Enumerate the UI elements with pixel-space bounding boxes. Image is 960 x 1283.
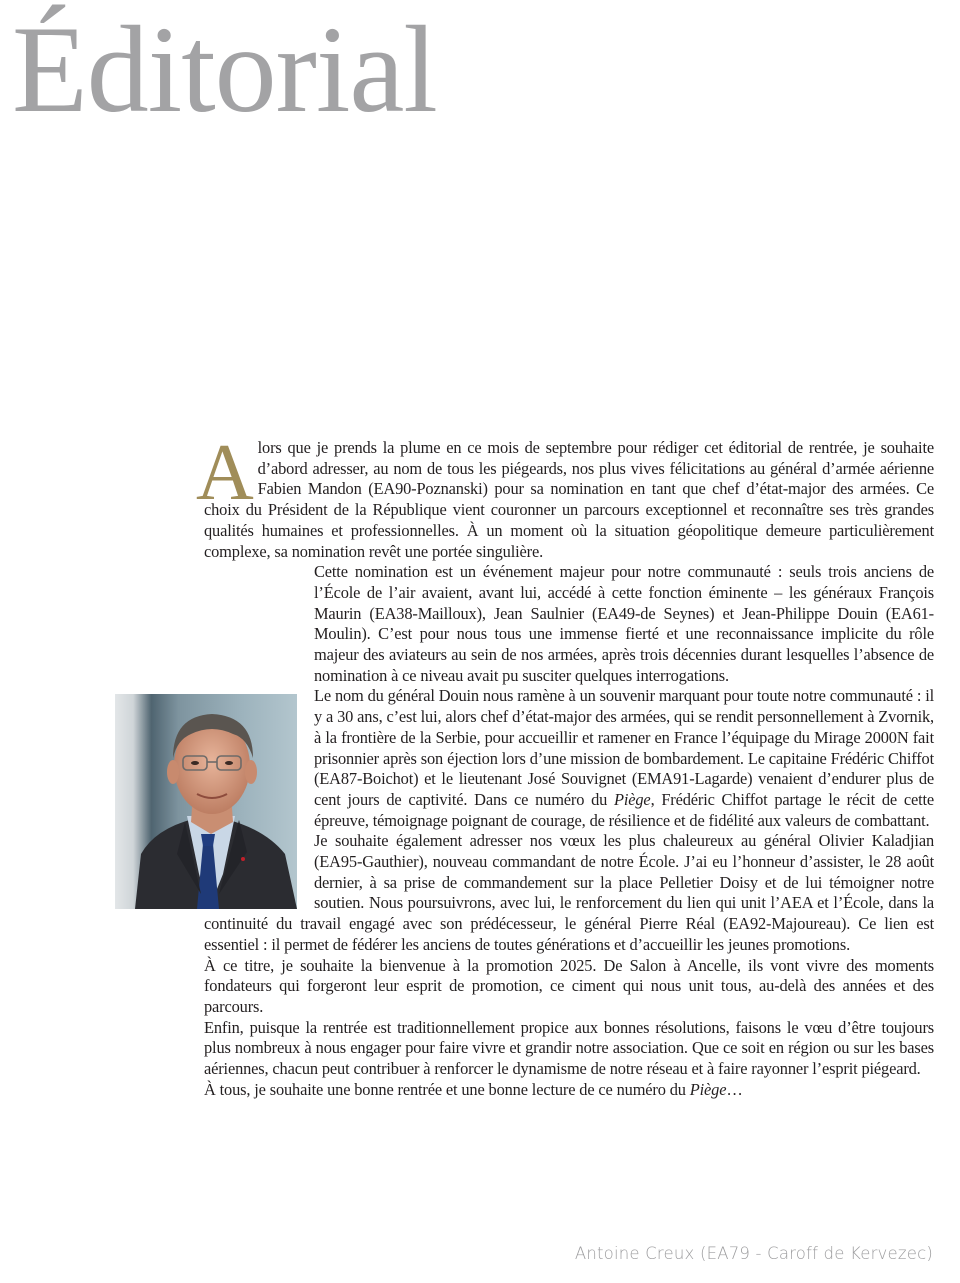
paragraph-text: … <box>726 1079 743 1099</box>
paragraph-4 <box>204 831 934 955</box>
paragraph-text: Je souhaite également adresser nos vœux les plus chaleureux au général Olivier Kaladjian (EA95-Gauthier), nouveau commandant de notre École. J’ai eu l’honneur d’assister, le 28 août dernier, à sa prise de commandement sur la place Pelletier Doisy et de lui témoigner notre soutien. Nous poursuivrons, avec lui, le renforcement du lien qui unit l’AEA et l’École, dans la continuité du travail engagé avec son prédécesseur, le général Pierre Réal (EA92-Majoureau). Ce lien est essentiel : il permet de fédérer les anciens de toutes générations et d’accueillir les jeunes promotions. <box>204 831 934 954</box>
photo-spacer <box>115 697 305 911</box>
paragraph-6 <box>204 1018 934 1080</box>
paragraph-1 <box>196 429 934 562</box>
paragraph-text: Cette nomination est un événement majeur pour notre communauté : seuls trois anciens de l’École de l’air avaient, avant lui, accédé à cette fonction éminente – les généraux François Maurin (EA38-Mailloux), Jean Saulnier (EA49-de Seynes) et Jean-Philippe Douin (EA61-Moulin). C’est pour nous tous une immense fierté et une reconnaissance implicite du rôle majeur des aviateurs au sein de nos armées, après trois décennies durant lesquelles l’absence de nomination à ce niveau avait pu susciter quelques interrogations. <box>314 562 934 685</box>
paragraph-text: À ce titre, je souhaite la bienvenue à la promotion 2025. De Salon à Ancelle, ils vont vivre des moments fondateurs qui forgeront leur esprit de promotion, ce ciment qui nous unit tous, au-delà des années et des parcours. <box>204 955 934 1016</box>
paragraph-text: , Frédéric Chiffot partage le récit de cette épreuve, témoignage poignant de courage, de résilience et de fidélité aux valeurs de combattant. <box>314 789 934 830</box>
paragraph-3 <box>204 686 934 831</box>
paragraph-5 <box>204 956 934 1018</box>
editorial-body <box>196 429 934 1101</box>
paragraph-7 <box>204 1080 934 1101</box>
author-signature: Antoine Creux (EA79 - Caroff de Kervezec) <box>574 1244 933 1263</box>
paragraph-2 <box>204 562 934 686</box>
drop-cap: A <box>196 429 254 517</box>
paragraph-text: Enfin, puisque la rentrée est traditionnellement propice aux bonnes résolutions, faisons le vœu d’être toujours plus nombreux à nous engager pour faire vivre et grandir notre association. Que ce soit en région ou sur les bases aériennes, chacun peut contribuer à renforcer le dynamisme de notre réseau et à faire rayonner l’esprit piégeard. <box>204 1017 934 1079</box>
magazine-title: Piège <box>689 1079 727 1099</box>
paragraph-text: lors que je prends la plume en ce mois de septembre pour rédiger cet éditorial de rentrée, je souhaite d’abord adresser, au nom de tous les piégeards, nos plus vives félicitations au général d’armée aérienne Fabien Mandon (EA90-Poznanski) pour sa nomination en tant que chef d’état-major des armées. Ce choix du Président de la République vient couronner un parcours exceptionnel et reconnaître ses très grandes qualités humaines et professionnelles. À un moment où la situation géopolitique demeure particulièrement complexe, sa nomination revêt une portée singulière. <box>204 438 934 561</box>
paragraph-text: Le nom du général Douin nous ramène à un souvenir marquant pour toute notre communauté : il y a 30 ans, c’est lui, alors chef d’état-major des armées, qui se rendit personnellement à Zvornik, à la frontière de la Serbie, pour accueillir et ramener en France l’équipage du Mirage 2000N fait prisonnier après son éjection lors d’une mission de bombardement. Le capitaine Frédéric Chiffot (EA87-Boichot) et le lieutenant José Souvignet (EMA91-Lagarde) venaient d’endurer plus de cent jours de captivité. Dans ce numéro du <box>314 686 934 809</box>
page-title: Éditorial <box>12 1 437 138</box>
paragraph-text: À tous, je souhaite une bonne rentrée et une bonne lecture de ce numéro du <box>204 1079 690 1099</box>
magazine-title: Piège <box>614 789 651 809</box>
